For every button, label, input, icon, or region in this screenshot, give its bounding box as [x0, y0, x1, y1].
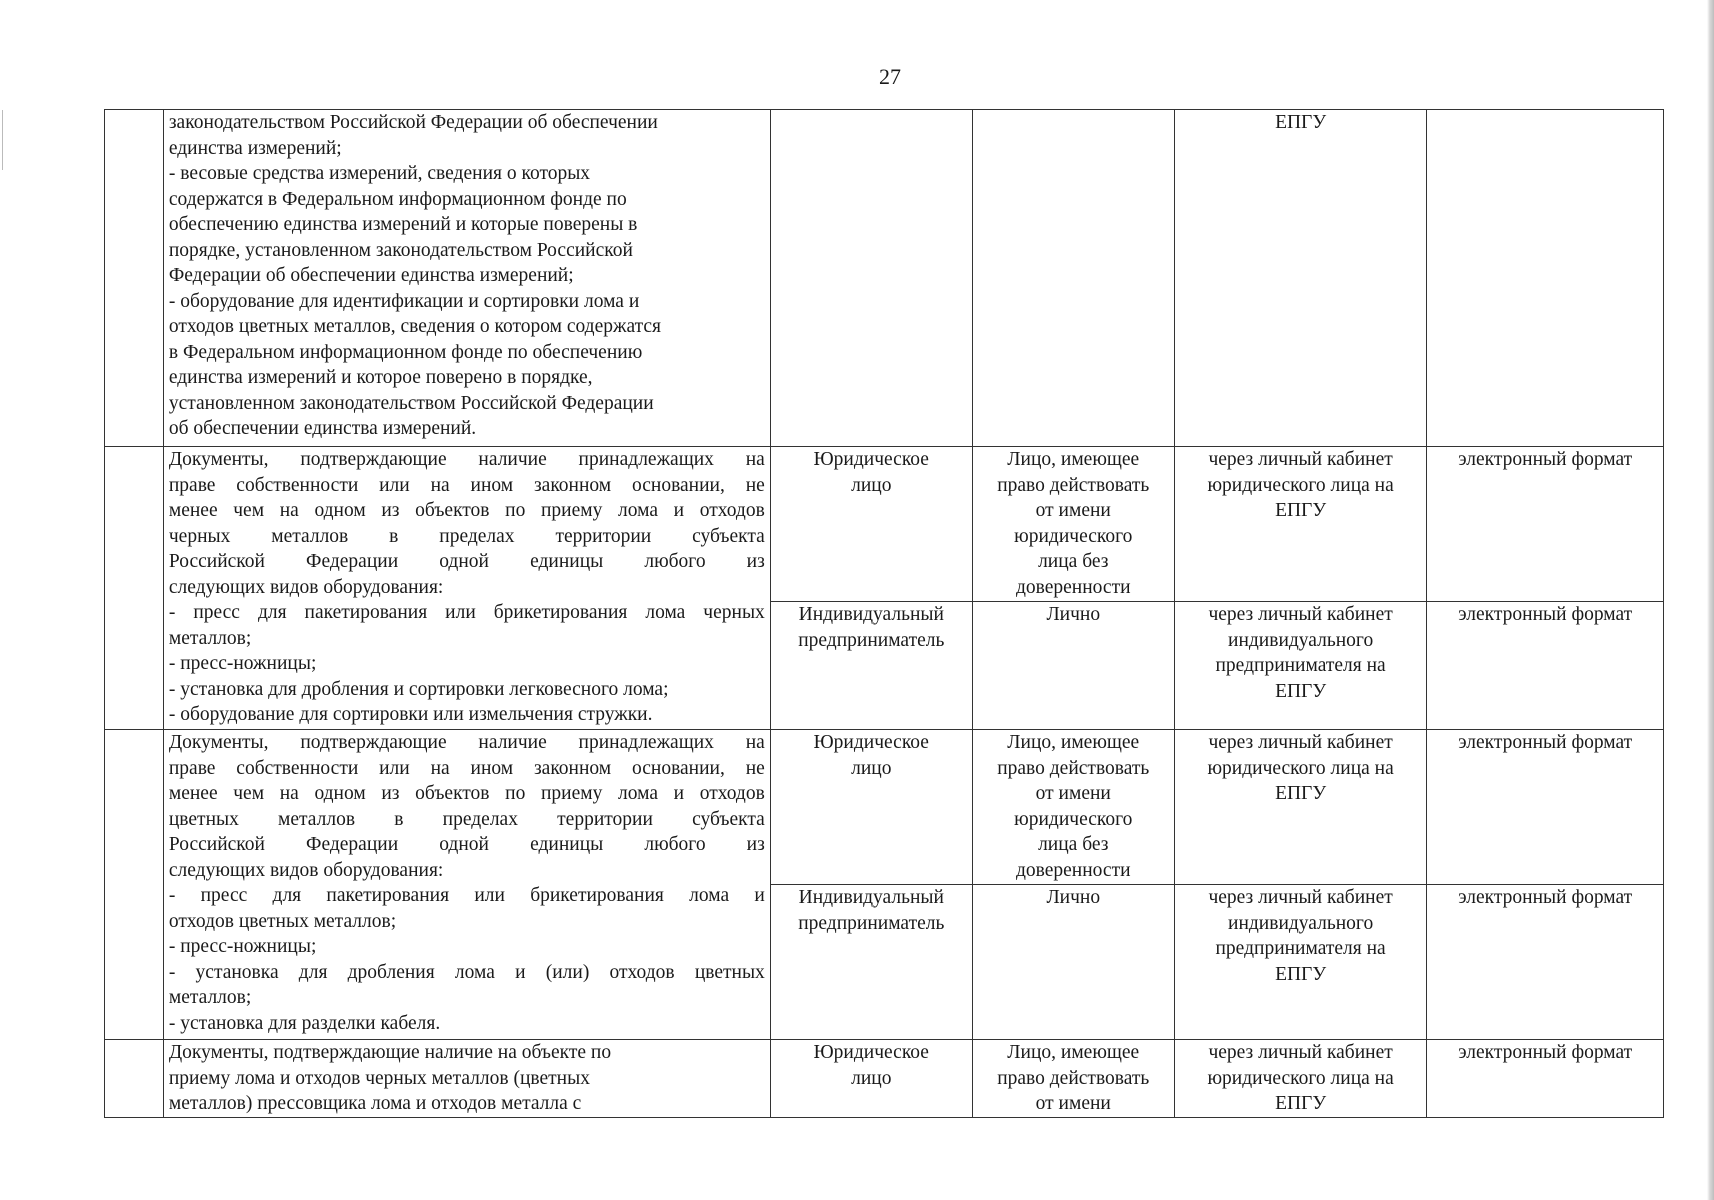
text-line: Документы, подтверждающие наличие на объекте по — [168, 1042, 612, 1063]
text-line: Российской Федерации одной единицы любого из — [168, 551, 765, 572]
text-line: ЕПГУ — [1275, 112, 1327, 133]
format-text: электронный формат — [1458, 887, 1633, 908]
format-text: электронный формат — [1458, 604, 1633, 625]
text-line: Российской Федерации одной единицы любого из — [168, 834, 765, 855]
text-line: предпринимателя на — [1215, 938, 1386, 959]
format-cell — [1427, 447, 1664, 602]
text-line: Юридическое — [813, 1042, 929, 1063]
text-line: через личный кабинет — [1208, 887, 1393, 908]
text-line: металлов; — [168, 627, 252, 649]
format-text: электронный формат — [1458, 1042, 1633, 1063]
applicant-cell — [770, 110, 972, 447]
submission-method-cell — [1174, 447, 1427, 602]
text-line: через личный кабинет — [1208, 1042, 1393, 1063]
text-line: цветных металлов в пределах территории субъекта — [168, 808, 765, 830]
format-cell — [1427, 885, 1664, 1040]
document-cell — [163, 447, 770, 730]
text-line: Федерации об обеспечении единства измерений; — [168, 265, 574, 286]
text-line: ЕПГУ — [1275, 500, 1327, 521]
text-line: следующих видов оборудования: — [168, 859, 444, 881]
applicant-cell — [770, 602, 972, 730]
page-number: 27 — [879, 64, 901, 89]
text-line: следующих видов оборудования: — [168, 576, 444, 598]
representative-cell — [972, 602, 1174, 730]
text-line: ЕПГУ — [1275, 1093, 1327, 1114]
text-line: Документы, подтверждающие наличие принадлежащих на — [168, 732, 765, 753]
representative-cell — [972, 447, 1174, 602]
format-text: электронный формат — [1458, 732, 1633, 753]
text-line: праве собственности или на ином законном основании, не — [168, 757, 765, 779]
scan-page-edge — [1707, 0, 1714, 1200]
representative-cell — [972, 110, 1174, 447]
submission-method-cell — [1174, 730, 1427, 885]
text-line: право действовать — [997, 474, 1150, 496]
text-line: содержатся в Федеральном информационном фонде по — [168, 188, 627, 210]
row-number-cell — [105, 110, 164, 447]
text-line: юридического лица на — [1207, 474, 1394, 496]
text-line: индивидуального — [1228, 912, 1374, 934]
text-line: единства измерений и которое поверено в порядке, — [168, 367, 593, 388]
text-line: от имени — [1035, 500, 1111, 521]
text-line: Документы, подтверждающие наличие принадлежащих на — [168, 449, 765, 470]
text-line: - установка для дробления и сортировки легковесного лома; — [168, 678, 669, 700]
text-line: через личный кабинет — [1208, 604, 1393, 625]
text-line: Индивидуальный — [798, 604, 944, 625]
format-cell — [1427, 1040, 1664, 1118]
text-line: лицо — [851, 474, 892, 496]
text-line: лица без — [1038, 551, 1109, 572]
table-row — [105, 1040, 1664, 1118]
text-line: - пресс для пакетирования или брикетирования лома черных — [168, 602, 765, 623]
row-number-cell — [105, 1040, 164, 1118]
format-cell — [1427, 730, 1664, 885]
row-number-cell — [105, 447, 164, 730]
document-cell — [163, 730, 770, 1040]
text-line: Лично — [1046, 604, 1101, 625]
text-line: доверенности — [1015, 859, 1131, 881]
text-line: лицо — [851, 757, 892, 779]
submission-method-cell — [1174, 885, 1427, 1040]
text-line: - установка для разделки кабеля. — [168, 1012, 441, 1034]
text-line: - пресс-ножницы; — [168, 936, 317, 957]
text-line: Лично — [1046, 887, 1101, 908]
text-line: порядке, установленном законодательством Российской — [168, 239, 633, 261]
text-line: установленном законодательством Российской Федерации — [168, 392, 654, 414]
text-line: через личный кабинет — [1208, 732, 1393, 753]
text-line: Индивидуальный — [798, 887, 944, 908]
text-line: предприниматель — [798, 629, 945, 651]
representative-cell — [972, 885, 1174, 1040]
text-line: право действовать — [997, 757, 1150, 779]
text-line: Лицо, имеющее — [1007, 1042, 1140, 1063]
documents-table — [104, 109, 1664, 1118]
table-row — [105, 730, 1664, 885]
applicant-cell — [770, 1040, 972, 1118]
text-line: ЕПГУ — [1275, 680, 1327, 702]
text-line: - пресс-ножницы; — [168, 653, 317, 674]
row-number-cell — [105, 730, 164, 1040]
submission-method-cell — [1174, 110, 1427, 447]
representative-cell — [972, 1040, 1174, 1118]
text-line: праве собственности или на ином законном основании, не — [168, 474, 765, 496]
text-line: юридического — [1014, 808, 1133, 830]
table-row — [105, 447, 1664, 602]
format-text: электронный формат — [1458, 449, 1633, 470]
applicant-cell — [770, 730, 972, 885]
text-line: Юридическое — [813, 449, 929, 470]
text-line: лицо — [851, 1067, 892, 1089]
text-line: от имени — [1035, 783, 1111, 804]
text-line: отходов цветных металлов; — [168, 910, 397, 932]
text-line: - пресс для пакетирования или брикетирования лома и — [168, 885, 765, 906]
text-line: отходов цветных металлов, сведения о котором содержатся — [168, 316, 662, 337]
text-line: от имени — [1035, 1093, 1111, 1114]
text-line: индивидуального — [1228, 629, 1374, 651]
text-line: Юридическое — [813, 732, 929, 753]
text-line: право действовать — [997, 1067, 1150, 1089]
text-line: менее чем на одном из объектов по приему лома и отходов — [168, 500, 765, 521]
text-line: предпринимателя на — [1215, 655, 1386, 676]
text-line: менее чем на одном из объектов по приему лома и отходов — [168, 783, 765, 804]
text-line: - оборудование для сортировки или измельчения стружки. — [168, 704, 653, 725]
text-line: обеспечению единства измерений и которые поверены в — [168, 214, 638, 235]
table-row — [105, 110, 1664, 447]
text-line: - весовые средства измерений, сведения о которых — [168, 163, 591, 184]
text-line: единства измерений; — [168, 137, 342, 159]
format-cell — [1427, 602, 1664, 730]
text-line: приему лома и отходов черных металлов (цветных — [168, 1067, 590, 1089]
text-line: - оборудование для идентификации и сортировки лома и — [168, 290, 640, 312]
text-line: юридического лица на — [1207, 757, 1394, 779]
document-cell — [163, 110, 770, 447]
document-cell — [163, 1040, 770, 1118]
text-line: юридического — [1014, 525, 1133, 547]
text-line: доверенности — [1015, 576, 1131, 598]
text-line: металлов) прессовщика лома и отходов металла с — [168, 1093, 582, 1114]
text-line: через личный кабинет — [1208, 449, 1393, 470]
text-line: предприниматель — [798, 912, 945, 934]
text-line: законодательством Российской Федерации об обеспечении — [168, 112, 658, 133]
text-line: черных металлов в пределах территории субъекта — [168, 525, 765, 547]
applicant-cell — [770, 885, 972, 1040]
text-line: об обеспечении единства измерений. — [168, 418, 477, 439]
text-line: ЕПГУ — [1275, 783, 1327, 804]
text-line: Лицо, имеющее — [1007, 732, 1140, 753]
text-line: ЕПГУ — [1275, 963, 1327, 985]
text-line: Лицо, имеющее — [1007, 449, 1140, 470]
submission-method-cell — [1174, 602, 1427, 730]
format-cell — [1427, 110, 1664, 447]
applicant-cell — [770, 447, 972, 602]
text-line: металлов; — [168, 987, 252, 1008]
scan-margin-mark — [2, 110, 6, 170]
text-line: лица без — [1038, 834, 1109, 855]
text-line: - установка для дробления лома и (или) отходов цветных — [168, 961, 765, 983]
representative-cell — [972, 730, 1174, 885]
submission-method-cell — [1174, 1040, 1427, 1118]
text-line: юридического лица на — [1207, 1067, 1394, 1089]
text-line: в Федеральном информационном фонде по обеспечению — [168, 341, 643, 363]
